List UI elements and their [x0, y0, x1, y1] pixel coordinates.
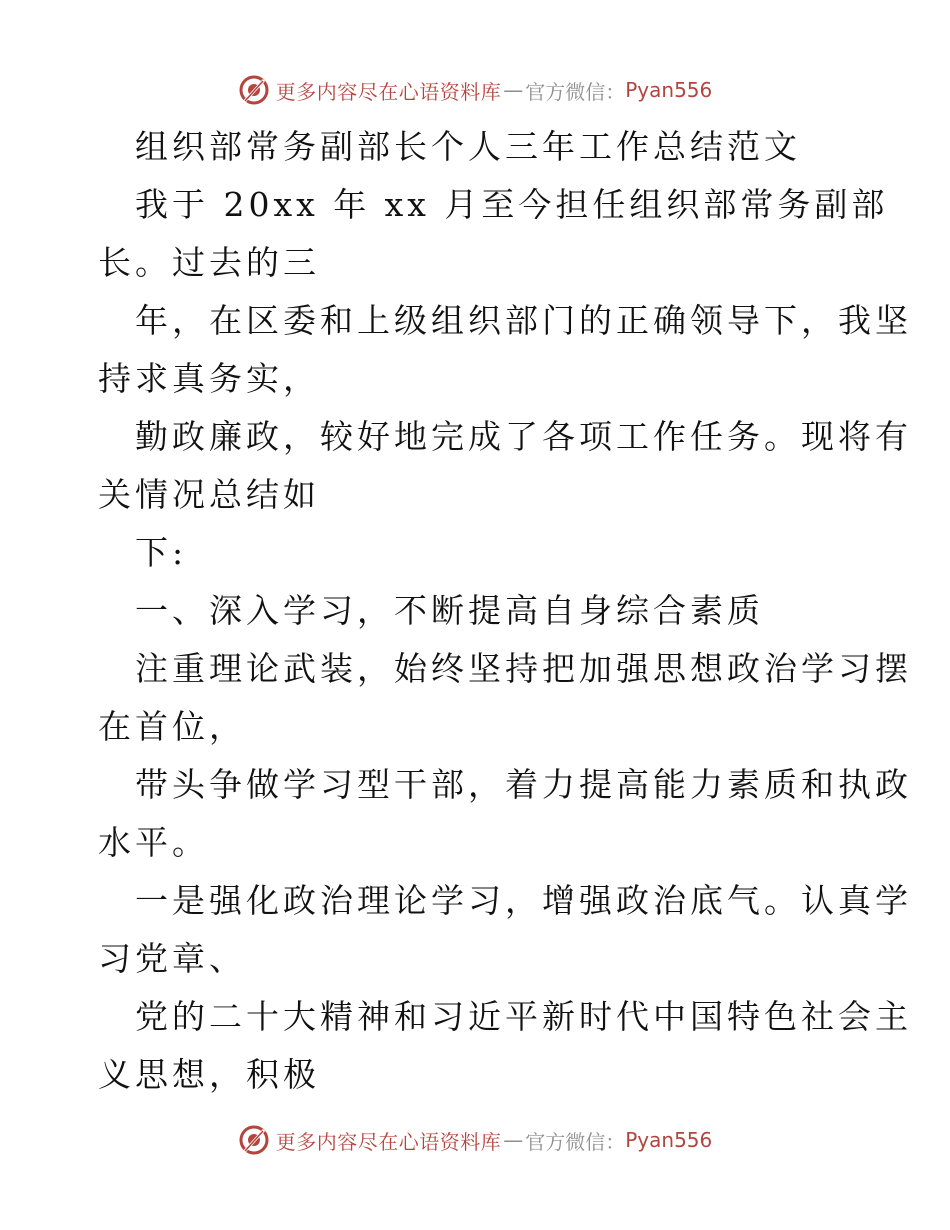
paragraph-line: 在首位， — [98, 707, 246, 746]
brand-logo-icon — [238, 74, 270, 106]
watermark-handle: Pyan556 — [625, 1128, 713, 1152]
paragraph-line: 带头争做学习型干部，着力提高能力素质和执政 — [135, 765, 912, 804]
watermark-handle: Pyan556 — [625, 78, 713, 102]
paragraph-line: 水平。 — [98, 823, 209, 862]
paragraph-line: 习党章、 — [98, 939, 246, 978]
document-body — [98, 118, 912, 1104]
paragraph-line: 年，在区委和上级组织部门的正确领导下，我坚 — [135, 301, 912, 340]
watermark-dash: — — [503, 78, 524, 102]
paragraph-line: 党的二十大精神和习近平新时代中国特色社会主 — [135, 997, 912, 1036]
watermark-wechat-label: 官方微信： — [525, 79, 626, 104]
watermark-text: 更多内容尽在心语资料库 — [275, 1129, 502, 1154]
section-heading: 一、深入学习，不断提高自身综合素质 — [135, 591, 764, 630]
paragraph-line: 注重理论武装，始终坚持把加强思想政治学习摆 — [135, 649, 912, 688]
paragraph-line: 勤政廉政，较好地完成了各项工作任务。现将有 — [135, 417, 912, 456]
document-title: 组织部常务副部长个人三年工作总结范文 — [135, 127, 801, 166]
brand-logo-icon — [238, 1124, 270, 1156]
paragraph-line: 长。过去的三 — [98, 243, 320, 282]
watermark-dash: — — [503, 1128, 524, 1152]
paragraph-line: 一是强化政治理论学习，增强政治底气。认真学 — [135, 881, 912, 920]
paragraph-line: 下: — [135, 533, 188, 572]
paragraph-line: 持求真务实， — [98, 359, 320, 398]
watermark-text: 更多内容尽在心语资料库 — [275, 79, 502, 104]
watermark-wechat-label: 官方微信： — [525, 1129, 626, 1154]
watermark-header — [0, 70, 950, 110]
paragraph-line: 我于 20xx 年 xx 月至今担任组织部常务副部 — [135, 185, 889, 224]
paragraph-line: 关情况总结如 — [98, 475, 320, 514]
paragraph-line: 义思想，积极 — [98, 1055, 320, 1094]
watermark-footer — [0, 1120, 950, 1160]
